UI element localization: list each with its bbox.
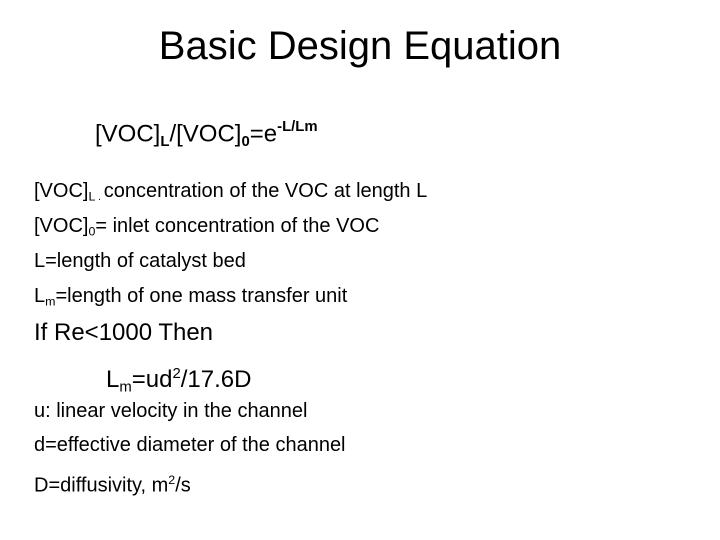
variable-u (34, 398, 308, 424)
condition-equation-part: /17.6D (180, 365, 252, 393)
main-equation-part: /[VOC] (169, 120, 242, 148)
definition-voc-l (34, 178, 427, 211)
definition-text: L=length of catalyst bed (34, 250, 246, 272)
main-equation (95, 112, 318, 157)
variable-exponent: 2 (168, 473, 176, 487)
definition-l (34, 248, 246, 274)
definition-symbol: [VOC] (34, 180, 89, 202)
definition-symbol: [VOC] (34, 215, 89, 237)
variable-unit: /s (175, 474, 191, 497)
main-equation-subscript: 0 (241, 133, 250, 150)
definition-voc-0 (34, 213, 379, 245)
main-equation-exponent: -L/Lm (277, 119, 318, 135)
variable-text: D=diffusivity, m (34, 474, 169, 497)
definition-separator: . (95, 192, 104, 203)
definition-lm (34, 283, 347, 315)
variable-d (34, 432, 346, 458)
condition-equation (106, 359, 251, 402)
variable-diffusivity (34, 467, 191, 498)
variable-text: u: linear velocity in the channel (34, 400, 308, 422)
definition-subscript: 0 (88, 224, 96, 239)
condition-equation-subscript: m (119, 379, 132, 396)
main-equation-part: [VOC] (95, 120, 161, 148)
main-equation-subscript: L (160, 133, 170, 150)
definition-subscript: m (45, 294, 56, 309)
variable-text: d=effective diameter of the channel (34, 434, 346, 456)
main-equation-part: =e (249, 120, 278, 148)
definition-text: = inlet concentration of the VOC (95, 215, 380, 237)
slide-title: Basic Design Equation (158, 24, 562, 68)
definition-subscript: L (88, 189, 96, 204)
condition-text: If Re<1000 Then (34, 319, 214, 346)
condition-equation-exponent: 2 (172, 366, 181, 382)
definition-symbol: L (34, 285, 46, 307)
condition-equation-symbol: L (106, 365, 120, 393)
definition-text: concentration of the VOC at length L (103, 180, 428, 202)
definition-text: =length of one mass transfer unit (55, 285, 348, 307)
condition-equation-part: =ud (131, 365, 173, 393)
